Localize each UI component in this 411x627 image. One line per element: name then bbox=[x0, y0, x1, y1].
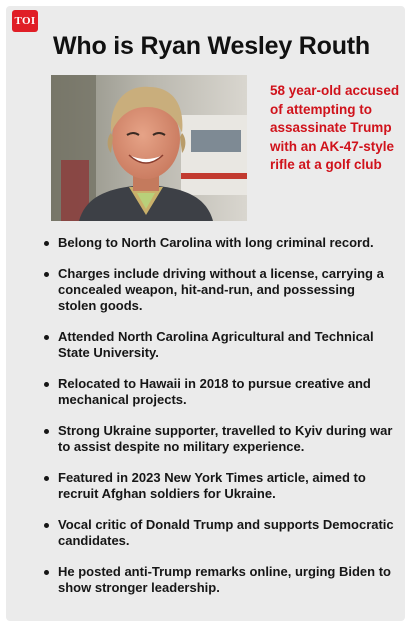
portrait-illustration bbox=[51, 75, 247, 221]
fact-item: Belong to North Carolina with long criminal record. bbox=[43, 235, 395, 251]
portrait-photo bbox=[51, 75, 247, 221]
fact-item: Charges include driving without a license, carrying a concealed weapon, hit-and-run, and possessing stolen goods. bbox=[43, 266, 395, 313]
fact-item: Vocal critic of Donald Trump and supports Democratic candidates. bbox=[43, 517, 395, 549]
caption-text: 58 year-old accused of attempting to assassinate Trump with an AK-47-style rifle at a golf club bbox=[270, 83, 400, 173]
fact-item: Strong Ukraine supporter, travelled to Kyiv during war to assist despite no military experience. bbox=[43, 423, 395, 455]
facts-list bbox=[43, 235, 395, 611]
fact-item: Relocated to Hawaii in 2018 to pursue creative and mechanical projects. bbox=[43, 376, 395, 408]
page-title: Who is Ryan Wesley Routh bbox=[52, 32, 370, 60]
fact-item: He posted anti-Trump remarks online, urging Biden to show stronger leadership. bbox=[43, 564, 395, 596]
fact-item: Attended North Carolina Agricultural and Technical State University. bbox=[43, 329, 395, 361]
toi-logo[interactable]: TOI bbox=[12, 10, 38, 32]
fact-item: Featured in 2023 New York Times article, aimed to recruit Afghan soldiers for Ukraine. bbox=[43, 470, 395, 502]
infographic-card bbox=[6, 6, 405, 621]
